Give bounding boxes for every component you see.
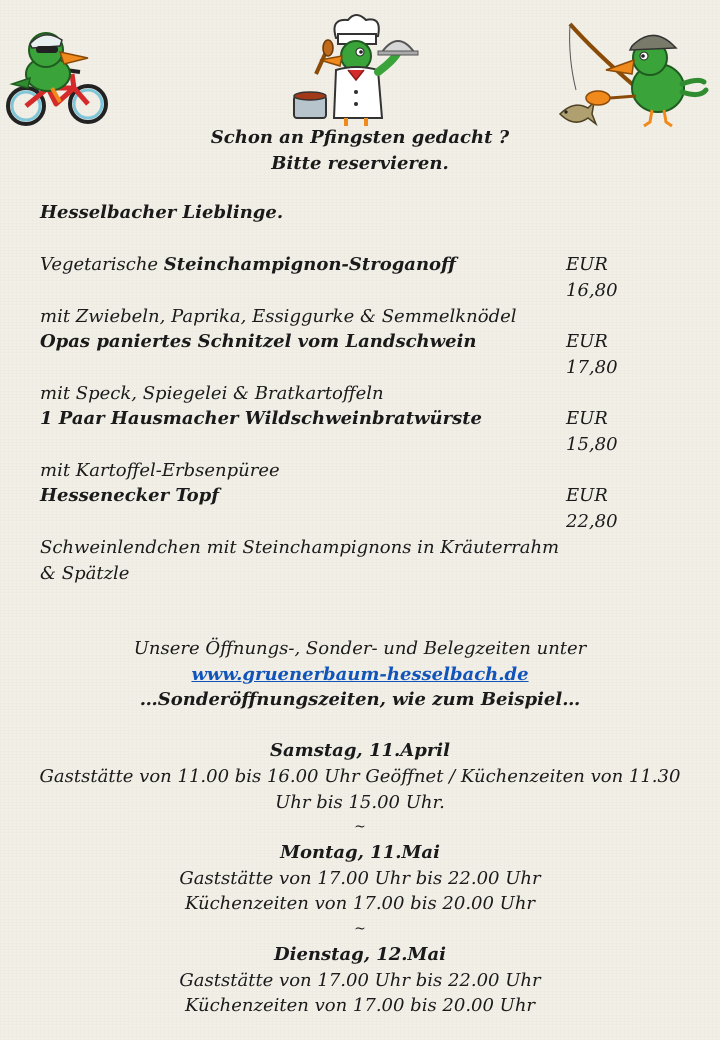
date-heading: Samstag, 11.April — [270, 740, 450, 762]
section-title: Hesselbacher Lieblinge. — [40, 202, 284, 223]
special-hours-heading: …Sonderöffnungszeiten, wie zum Beispiel… — [139, 689, 581, 711]
dish-name: Opas paniertes Schnitzel vom Landschwein — [40, 331, 477, 352]
dish-description: Schweinlendchen mit Steinchampignons in Kräuterrahm — [40, 537, 560, 558]
dish-name: Steinchampignon-Stroganoff — [163, 254, 456, 275]
dish-prefix: Vegetarische — [40, 254, 164, 275]
hours-line: Küchenzeiten von 17.00 bis 20.00 Uhr — [184, 995, 536, 1017]
dish-price: EUR 16,80 — [566, 254, 618, 301]
date-heading: Dienstag, 12.Mai — [274, 943, 446, 965]
dish-description: mit Zwiebeln, Paprika, Essiggurke & Semmelknödel — [40, 306, 517, 327]
header-line-1: Schon an Pfingsten gedacht ? — [210, 127, 510, 148]
hours-line: Gaststätte von 17.00 Uhr bis 22.00 Uhr — [179, 867, 541, 889]
parrot-cyclist-icon — [2, 18, 110, 130]
hours-line: Gaststätte von 11.00 bis 16.00 Uhr Geöffnet / Küchenzeiten von 11.30 — [39, 765, 681, 787]
parrot-fisher-icon — [540, 18, 710, 136]
dish-description: mit Kartoffel-Erbsenpüree — [40, 460, 280, 481]
dish-price: EUR 17,80 — [566, 331, 618, 378]
dish-price: EUR 15,80 — [566, 408, 618, 455]
parrot-chef-icon — [290, 12, 420, 130]
menu-item — [40, 329, 662, 407]
dish-price: EUR 22,80 — [566, 485, 618, 532]
separator: ~ — [354, 920, 366, 937]
spacer — [0, 713, 720, 739]
website-link[interactable]: www.gruenerbaum-hesselbach.de — [191, 663, 529, 685]
hours-line: Uhr bis 15.00 Uhr. — [275, 791, 445, 813]
menu-item — [40, 406, 662, 484]
reservation-notice — [0, 125, 720, 177]
hours-intro: Unsere Öffnungs-, Sonder- und Belegzeiten unter — [133, 638, 587, 659]
menu-item — [40, 252, 662, 330]
hours-line: Küchenzeiten von 17.00 bis 20.00 Uhr — [184, 893, 536, 915]
dish-name: 1 Paar Hausmacher Wildschweinbratwürste — [40, 408, 482, 429]
dish-description: mit Speck, Spiegelei & Bratkartoffeln — [40, 383, 384, 404]
header-line-2: Bitte reservieren. — [271, 153, 449, 174]
dish-title — [40, 252, 456, 304]
hours-line: Gaststätte von 17.00 Uhr bis 22.00 Uhr — [179, 969, 541, 991]
dish-description-cont: & Spätzle — [40, 563, 130, 584]
opening-hours — [0, 636, 720, 1019]
menu-item — [40, 483, 662, 587]
dish-name: Hessenecker Topf — [40, 485, 220, 506]
separator: ~ — [354, 819, 366, 836]
date-heading: Montag, 11.Mai — [280, 842, 440, 864]
